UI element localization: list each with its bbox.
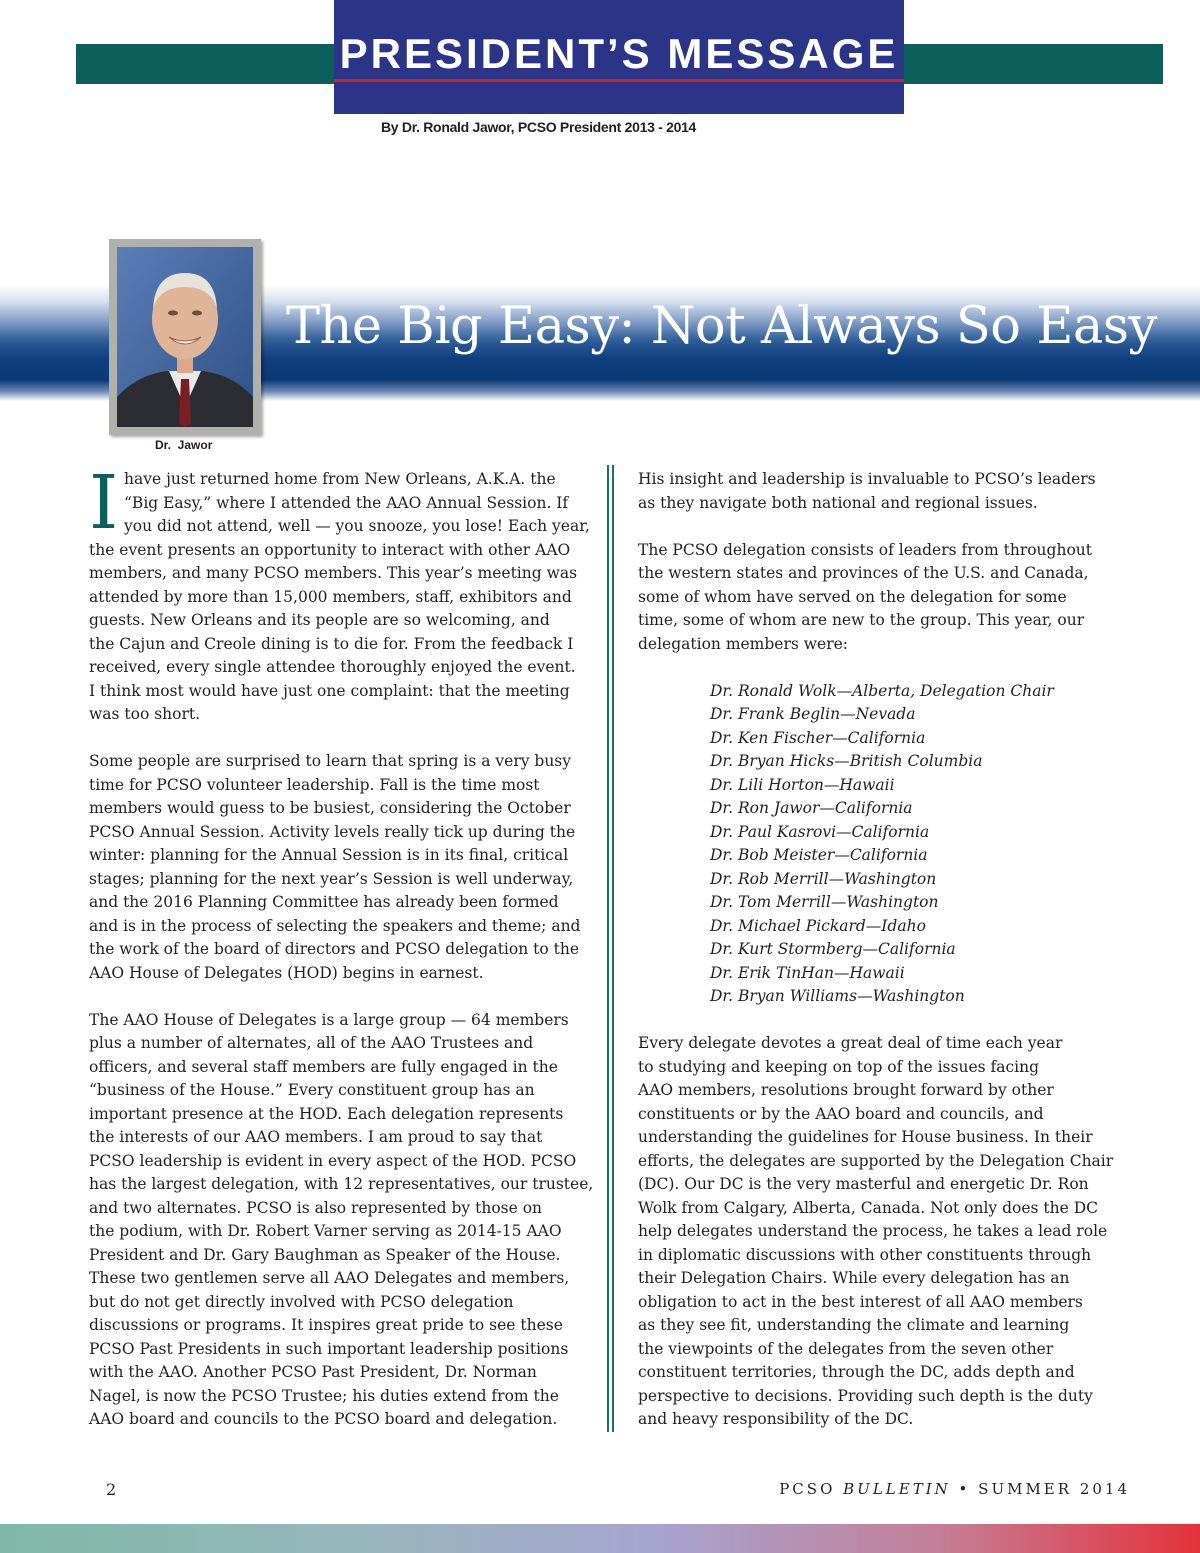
- delegate-item: Dr. Erik TinHan—Hawaii: [710, 963, 905, 982]
- text-line: and heavy responsibility of the DC.: [638, 1410, 914, 1428]
- text-line: constituents or by the AAO board and councils, and: [638, 1104, 1044, 1123]
- author-photo: [117, 247, 253, 427]
- footer-color-bar: [0, 1524, 1200, 1553]
- author-photo-frame: [109, 239, 261, 435]
- text-line: (DC). Our DC is the very masterful and energetic Dr. Ron: [638, 1175, 1089, 1193]
- section-title: PRESIDENT’S MESSAGE: [339, 30, 899, 77]
- text-line: important presence at the HOD. Each delegation represents: [89, 1104, 564, 1123]
- delegate-item: Dr. Michael Pickard—Idaho: [710, 916, 926, 935]
- right-column-body: [638, 1032, 1118, 1432]
- text-line: These two gentlemen serve all AAO Delegates and members,: [89, 1269, 570, 1287]
- text-line: AAO House of Delegates (HOD) begins in earnest.: [89, 963, 484, 982]
- text-line: with the AAO. Another PCSO Past President, Dr. Norman: [89, 1363, 537, 1381]
- issue-label: SUMMER 2014: [978, 1480, 1130, 1498]
- footer-separator: •: [958, 1480, 971, 1498]
- text-line: attended by more than 15,000 members, staff, exhibitors and: [89, 587, 572, 606]
- text-line: members, and many PCSO members. This year’s meeting was: [89, 564, 578, 582]
- delegate-item: Dr. Kurt Stormberg—California: [710, 940, 956, 958]
- delegate-item: Dr. Ron Jawor—California: [710, 799, 913, 817]
- text-line: understanding the guidelines for House business. In their: [638, 1128, 1093, 1146]
- text-line: the viewpoints of the delegates from the seven other: [638, 1339, 1054, 1358]
- left-column: [89, 460, 595, 1432]
- article-title: The Big Easy: Not Always So Easy: [286, 297, 1157, 356]
- text-line: plus a number of alternates, all of the AAO Trustees and: [89, 1034, 534, 1052]
- paragraph-gap: [89, 727, 595, 751]
- portrait-image: [117, 247, 253, 427]
- text-line: and is in the process of selecting the speakers and theme; and: [89, 916, 581, 935]
- section-title-box: [334, 0, 904, 114]
- text-line: received, every single attendee thoroughly enjoyed the event.: [89, 658, 576, 676]
- text-line: members would guess to be busiest, considering the October: [89, 799, 571, 817]
- text-line: the podium, with Dr. Robert Varner serving as 2014-15 AAO: [89, 1222, 562, 1240]
- text-line: the work of the board of directors and PCSO delegation to the: [89, 940, 579, 958]
- text-line: constituent territories, through the DC, adds depth and: [638, 1363, 1075, 1381]
- text-line: The PCSO delegation consists of leaders from throughout: [638, 540, 1092, 559]
- text-line: obligation to act in the best interest of all AAO members: [638, 1292, 1083, 1311]
- text-line: as they see fit, understanding the climate and learning: [638, 1316, 1070, 1334]
- delegate-item: Dr. Ronald Wolk—Alberta, Delegation Chair: [710, 681, 1054, 700]
- text-line: time for PCSO volunteer leadership. Fall is the time most: [89, 775, 540, 794]
- delegate-item: Dr. Bob Meister—California: [710, 846, 928, 864]
- page-number: 2: [106, 1480, 117, 1499]
- paragraph-gap: [89, 985, 595, 1009]
- text-line: Some people are surprised to learn that spring is a very busy: [89, 752, 572, 770]
- text-line: Nagel, is now the PCSO Trustee; his duties extend from the: [89, 1386, 559, 1405]
- text-line: PCSO Past Presidents in such important leadership positions: [89, 1339, 569, 1358]
- publication-name-italic: BULLETIN: [843, 1480, 951, 1498]
- text-line: PCSO Annual Session. Activity levels really tick up during the: [89, 822, 576, 841]
- text-line: discussions or programs. It inspires great pride to see these: [89, 1316, 563, 1334]
- text-line: delegation members were:: [638, 634, 849, 653]
- right-column: [638, 468, 1118, 1432]
- text-line: time, some of whom are new to the group. This year, our: [638, 611, 1085, 629]
- right-column-intro: [638, 468, 1118, 656]
- drop-cap: I: [89, 460, 119, 546]
- text-line: Wolk from Calgary, Alberta, Canada. Not only does the DC: [638, 1198, 1099, 1217]
- delegate-item: Dr. Paul Kasrovi—California: [710, 822, 930, 841]
- text-line: winter: planning for the Annual Session is in its final, critical: [89, 846, 569, 864]
- title-red-rule: [334, 79, 904, 82]
- text-line: President and Dr. Gary Baughman as Speaker of the House.: [89, 1245, 561, 1264]
- text-line: help delegates understand the process, he takes a lead role: [638, 1222, 1108, 1240]
- text-line: have just returned home from New Orleans, A.K.A. the: [124, 470, 556, 488]
- text-line: efforts, the delegates are supported by the Delegation Chair: [638, 1151, 1114, 1170]
- text-line: was too short.: [89, 705, 201, 723]
- delegate-item: Dr. Tom Merrill—Washington: [710, 893, 939, 911]
- text-line: AAO board and councils to the PCSO board and delegation.: [89, 1410, 558, 1428]
- text-line: and the 2016 Planning Committee has already been formed: [89, 893, 559, 911]
- delegate-list: [638, 680, 1118, 1009]
- delegate-item: Dr. Ken Fischer—California: [710, 728, 926, 747]
- text-line: the Cajun and Creole dining is to die for. From the feedback I: [89, 634, 574, 653]
- text-line: their Delegation Chairs. While every delegation has an: [638, 1269, 1070, 1287]
- text-line: “business of the House.” Every constituent group has an: [89, 1081, 535, 1099]
- text-line: I think most would have just one complaint: that the meeting: [89, 681, 570, 700]
- text-line: but do not get directly involved with PCSO delegation: [89, 1292, 514, 1311]
- text-line: perspective to decisions. Providing such depth is the duty: [638, 1386, 1093, 1405]
- text-line: His insight and leadership is invaluable to PCSO’s leaders: [638, 470, 1096, 488]
- text-line: the western states and provinces of the U.S. and Canada,: [638, 564, 1089, 582]
- paragraph-gap: [638, 515, 1118, 539]
- text-line: officers, and several staff members are fully engaged in the: [89, 1057, 558, 1076]
- text-line: stages; planning for the next year’s Session is well underway,: [89, 869, 574, 888]
- text-line: to studying and keeping on top of the issues facing: [638, 1057, 1040, 1076]
- text-line: in diplomatic discussions with other constituents through: [638, 1245, 1092, 1264]
- byline: By Dr. Ronald Jawor, PCSO President 2013 - 2014: [381, 119, 697, 135]
- text-line: and two alternates. PCSO is also represented by those on: [89, 1198, 543, 1217]
- publication-name: PCSO: [779, 1480, 836, 1498]
- photo-caption: Dr. Jawor: [155, 438, 213, 452]
- text-line: some of whom have served on the delegation for some: [638, 587, 1067, 606]
- text-line: has the largest delegation, with 12 representatives, our trustee,: [89, 1175, 594, 1193]
- text-line: PCSO leadership is evident in every aspect of the HOD. PCSO: [89, 1151, 577, 1170]
- text-line: AAO members, resolutions brought forward by other: [638, 1081, 1054, 1099]
- column-divider: [607, 465, 614, 1432]
- delegate-item: Dr. Bryan Williams—Washington: [710, 987, 965, 1005]
- text-line: as they navigate both national and regional issues.: [638, 493, 1038, 512]
- text-line: Every delegate devotes a great deal of time each year: [638, 1034, 1063, 1052]
- publication-footer: [779, 1480, 1130, 1498]
- text-line: “Big Easy,” where I attended the AAO Annual Session. If: [124, 493, 569, 512]
- delegate-item: Dr. Bryan Hicks—British Columbia: [710, 752, 983, 770]
- text-line: guests. New Orleans and its people are so welcoming, and: [89, 611, 550, 629]
- text-line: the event presents an opportunity to interact with other AAO: [89, 540, 571, 559]
- delegate-item: Dr. Rob Merrill—Washington: [710, 869, 937, 888]
- delegate-item: Dr. Lili Horton—Hawaii: [710, 775, 895, 794]
- text-line: the interests of our AAO members. I am proud to say that: [89, 1128, 543, 1146]
- delegate-item: Dr. Frank Beglin—Nevada: [710, 705, 916, 723]
- text-line: you did not attend, well — you snooze, you lose! Each year,: [124, 517, 590, 535]
- text-line: The AAO House of Delegates is a large group — 64 members: [89, 1010, 569, 1029]
